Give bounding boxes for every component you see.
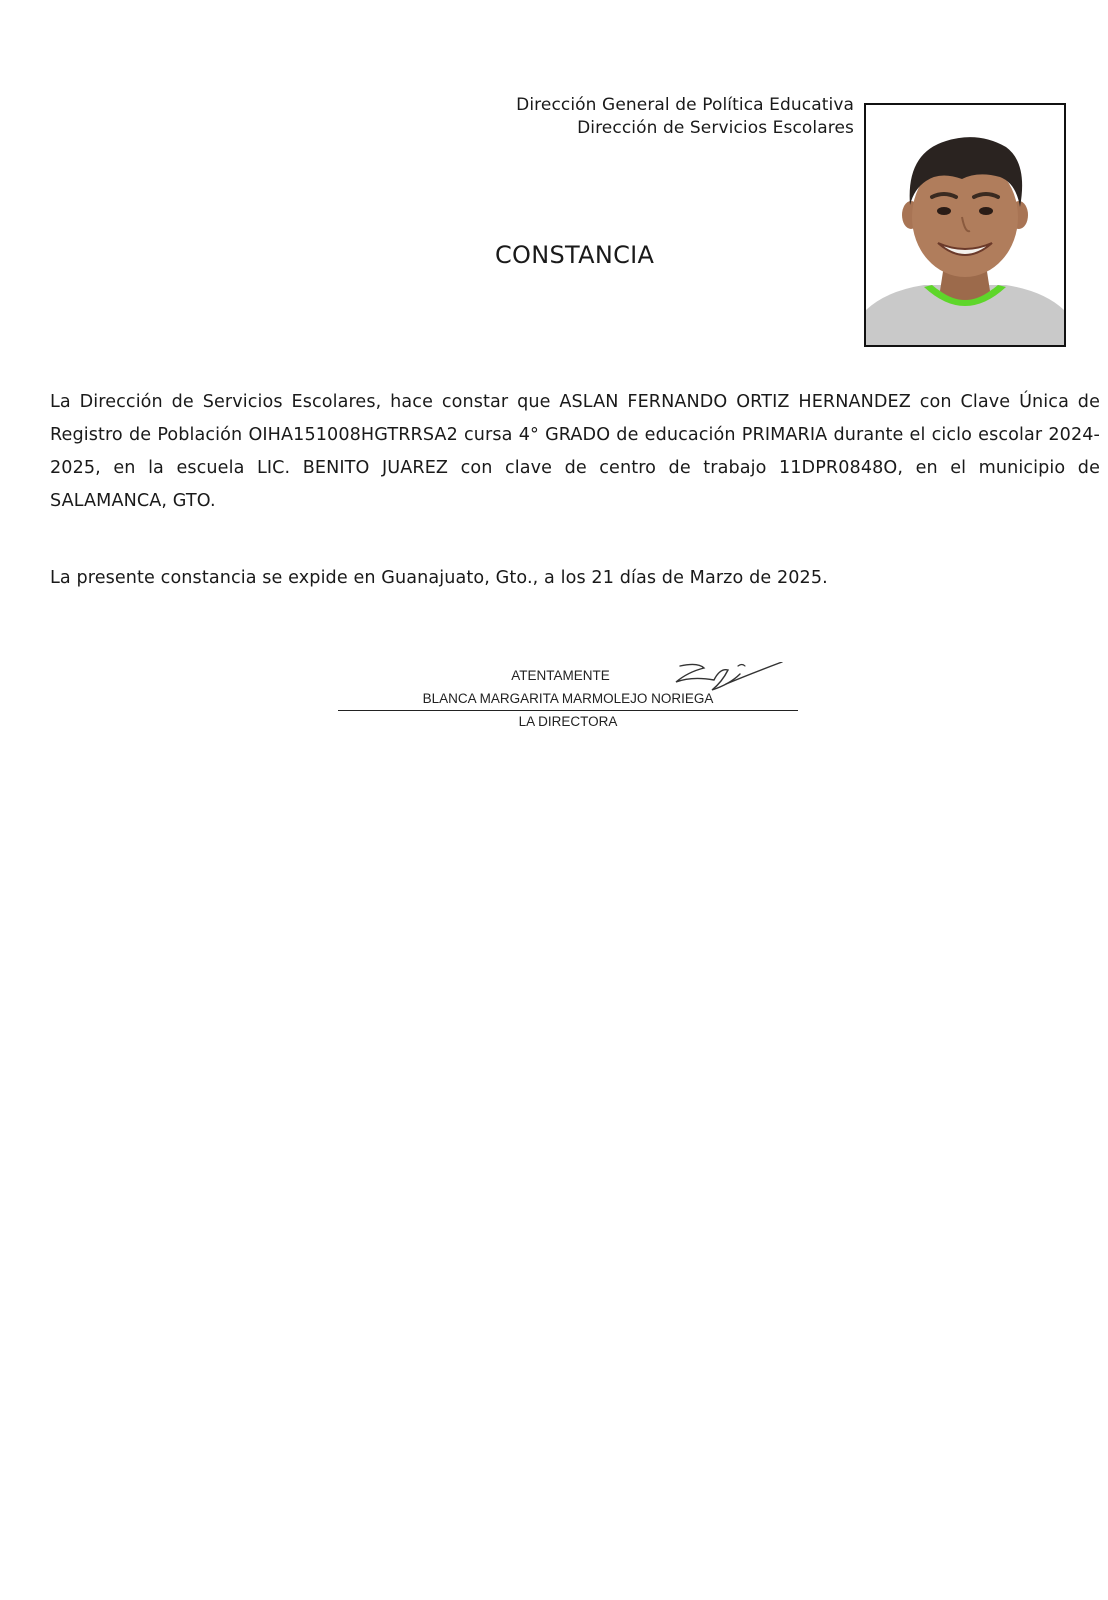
issue-statement: La presente constancia se expide en Guanajuato, Gto., a los 21 días de Marzo de 2025. [50, 568, 828, 588]
handwritten-signature [670, 662, 790, 702]
header-line-2: Dirección de Servicios Escolares [577, 118, 854, 138]
signature-line [338, 710, 798, 711]
closing-text: ATENTAMENTE [511, 668, 610, 683]
issuing-office-header [516, 94, 854, 140]
signatory-name: BLANCA MARGARITA MARMOLEJO NORIEGA [422, 691, 714, 706]
document-title: CONSTANCIA [495, 241, 655, 269]
certification-paragraph: La Dirección de Servicios Escolares, hace constar que ASLAN FERNANDO ORTIZ HERNANDEZ con Clave Única de Registro de Población OIHA151008HGTRRSA2 cursa 4° GRADO de educación PRIMARIA durante el ciclo escolar 2024-2025, en la escuela LIC. BENITO JUAREZ con clave de centro de trabajo 11DPR0848O, en el municipio de SALAMANCA, GTO. [50, 392, 1100, 511]
header-line-1: Dirección General de Política Educativa [516, 95, 854, 115]
signatory-role: LA DIRECTORA [518, 714, 618, 729]
student-photo [864, 103, 1066, 347]
